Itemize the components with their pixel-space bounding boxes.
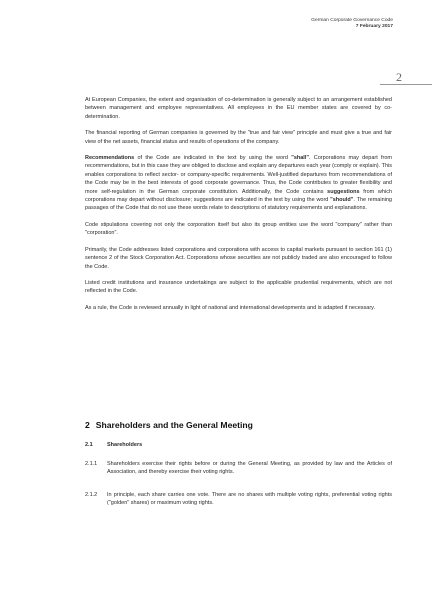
subsection-title: Shareholders (107, 442, 143, 448)
section-heading (85, 420, 259, 430)
item-text: In principle, each share carries one vote. There are no shares with multiple voting rights, preferential voting rights ("golden" shares) or maximum voting rights. (107, 492, 392, 507)
section-number: 2 (85, 420, 90, 430)
section-title: Shareholders and the General Meeting (95, 420, 253, 430)
header-title: German Corporate Governance Code (311, 18, 393, 23)
paragraph-code-stipulations: Code stipulations covering not only the corporation itself but also its group entities use the word "company" rather than "corporation". (85, 221, 392, 237)
subsection-heading (85, 442, 142, 448)
recommendations-text-1: of the Code are indicated in the text by using the word (134, 155, 292, 162)
header-date: 7 February 2017 (355, 24, 393, 30)
bold-recommendations: Recommendations (85, 155, 135, 162)
numbered-item (85, 491, 392, 508)
subsection-number: 2.1 (85, 442, 93, 448)
paragraph-recommendations (85, 154, 392, 213)
page-number-rule (380, 84, 432, 85)
numbered-item (85, 460, 392, 477)
paragraph-financial-reporting: The financial reporting of German companies is governed by the "true and fair view" principle and must give a true and fair view of the net assets, financial status and results of operations of the company. (85, 130, 392, 145)
recommendations-text-4: . The remaining passages of the Code that do not use these words relate to descriptions of statutory requirements and explanations. (85, 197, 392, 212)
paragraph-annual-review: As a rule, the Code is reviewed annually in light of national and international developments and is adapted if necessary. (85, 304, 376, 311)
paragraph-co-determination: At European Companies, the extent and organisation of co-determination is generally subject to an arrangement established between management and employee representatives. All employees in the EU member states are covered by co-determination. (85, 97, 392, 120)
recommendations-text-2: . Corporations may depart from recommendations, but in this case they are obliged to disclose and explain any departures each year (comply or explain). This enables corporations to reflect sector- or company-specific requirements. Well-justified departures from recommendations of the Code may be in the best interests of good corporate governance. Thus, the Code contributes to greater flexibility and more self-regulation in the German corporate constitution. Additionally, the Code contains (85, 155, 392, 195)
body-text (85, 96, 392, 320)
page-number: 2 (396, 70, 402, 84)
item-number: 2.1.1 (85, 461, 98, 467)
paragraph-listed-corporations: Primarily, the Code addresses listed corporations and corporations with access to capital markets pursuant to section 161 (1) sentence 2 of the Stock Corporation Act. Corporations whose securities are not publicly traded are also encouraged to follow the Code. (85, 246, 392, 270)
bold-should: "should" (330, 197, 354, 204)
item-number: 2.1.2 (85, 492, 98, 498)
bold-suggestions: suggestions (327, 188, 360, 195)
recommendations-text-3: from which corporations may depart without disclosure; suggestions are indicated in the text by using the word (85, 188, 392, 204)
bold-shall: "shall" (291, 155, 309, 162)
item-text: Shareholders exercise their rights before or during the General Meeting, as provided by law and the Articles of Association, and thereby exercise their voting rights. (107, 461, 392, 476)
paragraph-credit-institutions: Listed credit institutions and insurance undertakings are subject to the applicable prudential requirements, which are not reflected in the Code. (85, 279, 392, 295)
running-header (311, 18, 393, 30)
